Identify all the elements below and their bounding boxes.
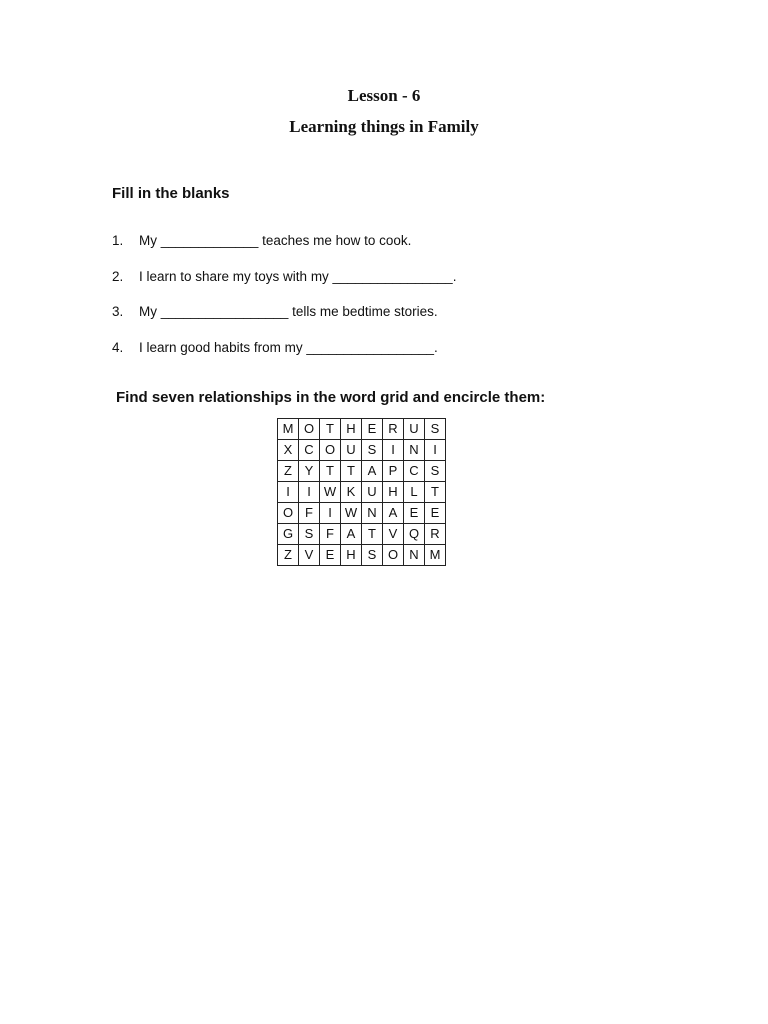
grid-cell[interactable]: P (383, 461, 404, 482)
grid-cell[interactable]: V (299, 545, 320, 566)
grid-cell[interactable]: I (299, 482, 320, 503)
grid-cell[interactable]: M (278, 419, 299, 440)
grid-row (278, 503, 446, 524)
grid-cell[interactable]: Z (278, 461, 299, 482)
grid-cell[interactable]: N (404, 440, 425, 461)
lesson-title: Learning things in Family (289, 117, 479, 136)
grid-cell[interactable]: Y (299, 461, 320, 482)
question-text: My _________________ tells me bedtime stories. (139, 304, 438, 319)
grid-cell[interactable]: A (383, 503, 404, 524)
question-item (112, 340, 456, 376)
grid-cell[interactable]: W (320, 482, 341, 503)
grid-cell[interactable]: N (404, 545, 425, 566)
grid-cell[interactable]: H (341, 545, 362, 566)
grid-cell[interactable]: Z (278, 545, 299, 566)
word-grid-heading: Find seven relationships in the word grid and encircle them: (116, 389, 546, 406)
question-text: I learn good habits from my _________________. (139, 339, 438, 355)
grid-cell[interactable]: K (341, 482, 362, 503)
grid-row (278, 482, 446, 503)
grid-cell[interactable]: V (383, 524, 404, 545)
grid-cell[interactable]: S (425, 461, 446, 482)
question-text: I learn to share my toys with my ________________. (139, 268, 457, 284)
grid-cell[interactable]: N (362, 503, 383, 524)
grid-cell[interactable]: A (341, 524, 362, 545)
grid-cell[interactable]: E (362, 419, 383, 440)
grid-cell[interactable]: R (425, 524, 446, 545)
grid-cell[interactable]: U (341, 440, 362, 461)
grid-cell[interactable]: F (320, 524, 341, 545)
question-item (112, 304, 456, 340)
grid-cell[interactable]: C (404, 461, 425, 482)
grid-cell[interactable]: I (320, 503, 341, 524)
question-item (112, 269, 456, 305)
grid-cell[interactable]: O (320, 440, 341, 461)
grid-cell[interactable]: S (362, 440, 383, 461)
grid-row (278, 461, 446, 482)
grid-cell[interactable]: C (299, 440, 320, 461)
question-number: 3. (112, 304, 124, 319)
grid-row (278, 524, 446, 545)
grid-cell[interactable]: G (278, 524, 299, 545)
grid-cell[interactable]: O (383, 545, 404, 566)
grid-cell[interactable]: U (404, 419, 425, 440)
word-search-grid (277, 418, 446, 566)
question-number: 4. (112, 339, 124, 355)
grid-row (278, 419, 446, 440)
grid-cell[interactable]: S (425, 419, 446, 440)
grid-cell[interactable]: Q (404, 524, 425, 545)
grid-cell[interactable]: U (362, 482, 383, 503)
grid-cell[interactable]: I (425, 440, 446, 461)
question-list (112, 233, 456, 375)
grid-row (278, 545, 446, 566)
grid-cell[interactable]: W (341, 503, 362, 524)
grid-cell[interactable]: F (299, 503, 320, 524)
grid-cell[interactable]: R (383, 419, 404, 440)
grid-cell[interactable]: H (383, 482, 404, 503)
grid-cell[interactable]: E (320, 545, 341, 566)
question-text: My _____________ teaches me how to cook. (139, 233, 412, 248)
grid-cell[interactable]: T (341, 461, 362, 482)
grid-cell[interactable]: L (404, 482, 425, 503)
grid-cell[interactable]: T (320, 419, 341, 440)
grid-cell[interactable]: H (341, 419, 362, 440)
grid-cell[interactable]: T (320, 461, 341, 482)
grid-cell[interactable]: S (362, 545, 383, 566)
question-item (112, 233, 456, 269)
lesson-number: Lesson - 6 (347, 86, 421, 105)
grid-cell[interactable]: S (299, 524, 320, 545)
grid-cell[interactable]: X (278, 440, 299, 461)
fill-in-blanks-heading: Fill in the blanks (112, 185, 230, 202)
grid-cell[interactable]: O (299, 419, 320, 440)
grid-cell[interactable]: O (278, 503, 299, 524)
grid-cell[interactable]: E (425, 503, 446, 524)
grid-cell[interactable]: I (278, 482, 299, 503)
grid-cell[interactable]: M (425, 545, 446, 566)
question-number: 2. (112, 268, 124, 284)
grid-cell[interactable]: A (362, 461, 383, 482)
question-number: 1. (112, 233, 124, 248)
grid-cell[interactable]: T (362, 524, 383, 545)
grid-cell[interactable]: E (404, 503, 425, 524)
grid-cell[interactable]: I (383, 440, 404, 461)
grid-cell[interactable]: T (425, 482, 446, 503)
grid-row (278, 440, 446, 461)
